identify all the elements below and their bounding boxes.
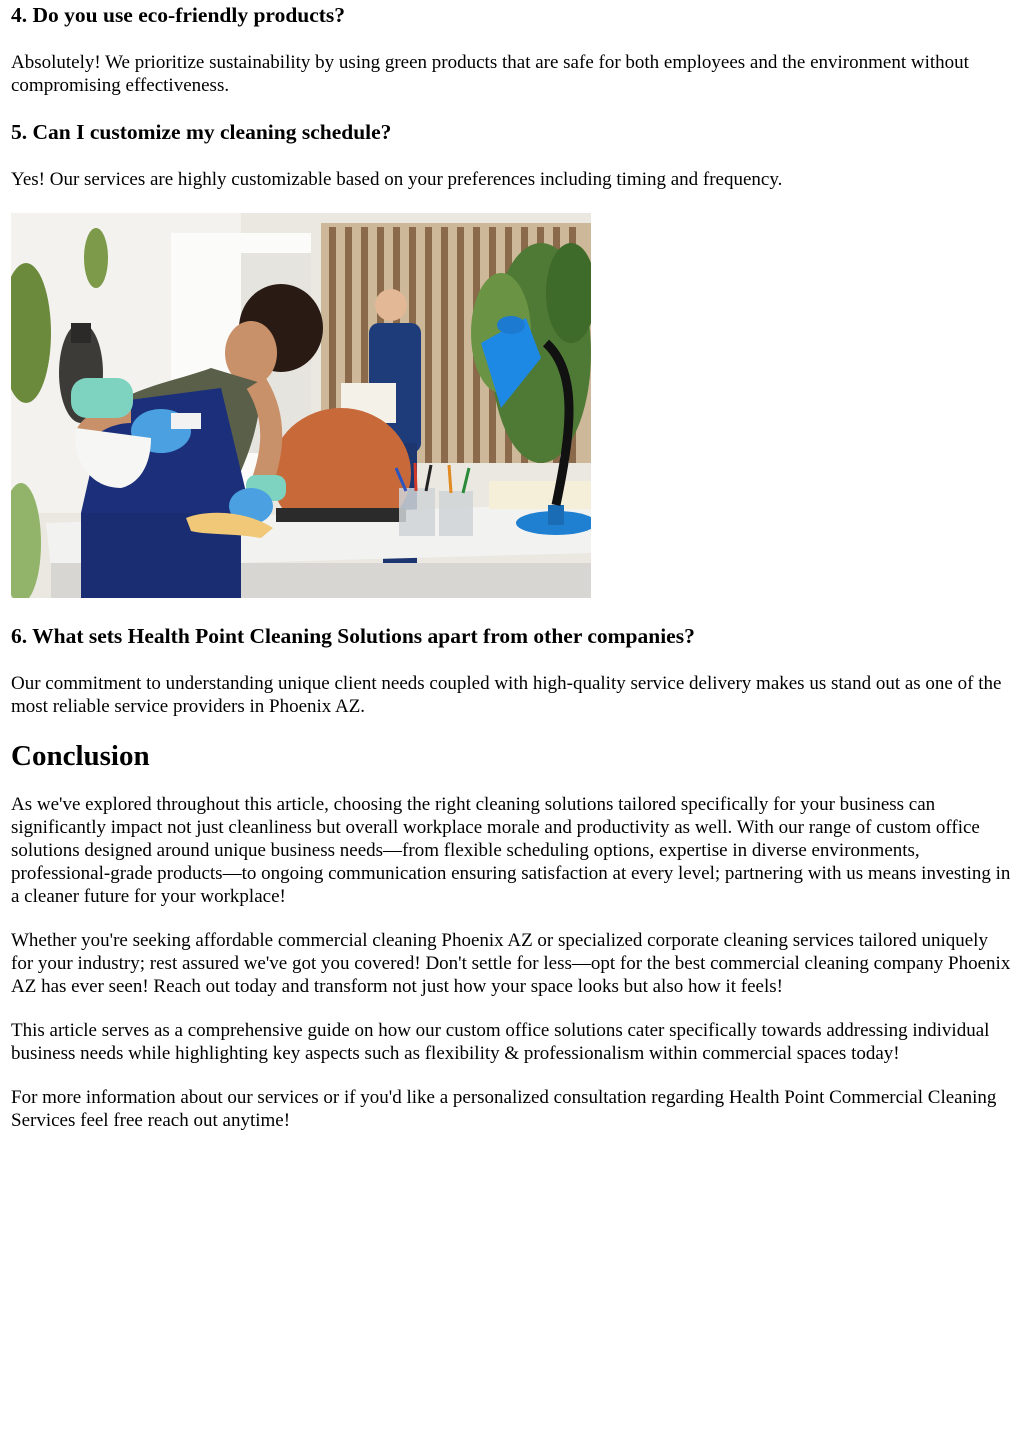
conclusion-paragraph-2: Whether you're seeking affordable commercial cleaning Phoenix AZ or specialized corporate cleaning services tailored uniquely for your industry; rest assured we've got you covered! Don't settle for less—opt for the best commercial cleaning company Phoenix AZ has ever seen! Reach out today and transform not just how your space looks but also how it feels!	[11, 930, 1011, 997]
office-cleaning-photo	[11, 213, 591, 598]
faq-answer-5: Yes! Our services are highly customizable based on your preferences including timing and frequency.	[11, 169, 783, 190]
conclusion-paragraph-3: This article serves as a comprehensive guide on how our custom office solutions cater specifically towards addressing individual business needs while highlighting key aspects such as flexibility & professionalism within commercial spaces today!	[11, 1020, 990, 1064]
conclusion-heading: Conclusion	[11, 740, 150, 772]
faq-question-4: 4. Do you use eco-friendly products?	[11, 3, 346, 27]
article-content	[11, 0, 1011, 1132]
faq-answer-4: Absolutely! We prioritize sustainability by using green products that are safe for both employees and the environment without compromising effectiveness.	[11, 52, 969, 96]
faq-question-6: 6. What sets Health Point Cleaning Solutions apart from other companies?	[11, 624, 695, 648]
faq-question-5: 5. Can I customize my cleaning schedule?	[11, 120, 392, 144]
conclusion-paragraph-4: For more information about our services or if you'd like a personalized consultation regarding Health Point Commercial Cleaning Services feel free reach out anytime!	[11, 1087, 997, 1131]
faq-answer-6: Our commitment to understanding unique client needs coupled with high-quality service delivery makes us stand out as one of the most reliable service providers in Phoenix AZ.	[11, 673, 1002, 717]
conclusion-paragraph-1: As we've explored throughout this article, choosing the right cleaning solutions tailored specifically for your business can significantly impact not just cleanliness but overall workplace morale and productivity as well. With our range of custom office solutions designed around unique business needs—from flexible scheduling options, expertise in diverse environments, professional-grade products—to ongoing communication ensuring satisfaction at every level; partnering with us means investing in a cleaner future for your workplace!	[11, 794, 1011, 907]
